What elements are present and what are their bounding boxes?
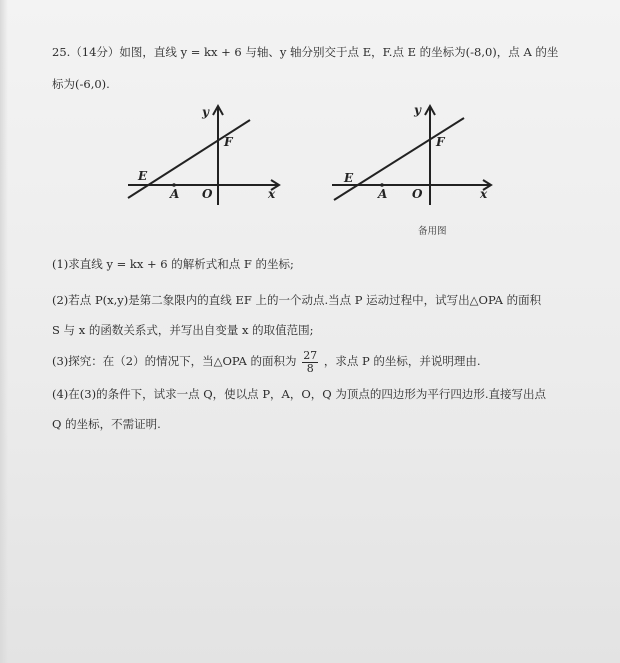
question-4-line-2: Q 的坐标，不需证明.: [52, 417, 161, 431]
label-O: O: [202, 187, 213, 201]
label-x: x: [480, 187, 488, 201]
label-y: y: [414, 103, 421, 117]
question-1: (1)求直线 y = kx + 6 的解析式和点 F 的坐标;: [52, 257, 294, 271]
question-2-line-2: S 与 x 的函数关系式，并写出自变量 x 的取值范围;: [52, 323, 314, 337]
question-4-line-1: (4)在(3)的条件下，试求一点 Q，使以点 P，A，O，Q 为顶点的四边形为平行四边形.直接写出点: [52, 387, 547, 401]
label-E: E: [138, 169, 148, 183]
problem-header-continued: 标为(-6,0).: [52, 77, 110, 91]
area-fraction: [302, 350, 318, 375]
label-A: A: [170, 187, 180, 201]
label-O: O: [412, 187, 423, 201]
label-F: F: [436, 135, 445, 149]
fraction-denominator: 8: [306, 361, 314, 375]
coordinate-figure-spare: [322, 100, 502, 210]
problem-header: 25.（14分）如图，直线 y = kx + 6 与轴、y 轴分别交于点 E，F.点 E 的坐标为(-8,0)，点 A 的坐: [52, 45, 559, 59]
coordinate-figure-main: [118, 100, 298, 210]
line-EF: [334, 118, 464, 200]
fraction-numerator: 27: [303, 348, 318, 362]
question-2-line-1: (2)若点 P(x,y)是第二象限内的直线 EF 上的一个动点.当点 P 运动过程中，试写出△OPA 的面积: [52, 293, 542, 307]
question-3-after: ，求点 P 的坐标，并说明理由.: [323, 354, 481, 368]
label-x: x: [268, 187, 276, 201]
label-E: E: [344, 171, 354, 185]
label-F: F: [224, 135, 233, 149]
label-y: y: [202, 105, 209, 119]
label-A: A: [378, 187, 388, 201]
line-EF: [128, 120, 250, 198]
question-3: [52, 348, 481, 375]
page-edge-shadow: [0, 0, 8, 663]
spare-figure-caption: 备用图: [418, 226, 447, 237]
question-3-before: (3)探究：在（2）的情况下，当△OPA 的面积为: [52, 354, 297, 368]
